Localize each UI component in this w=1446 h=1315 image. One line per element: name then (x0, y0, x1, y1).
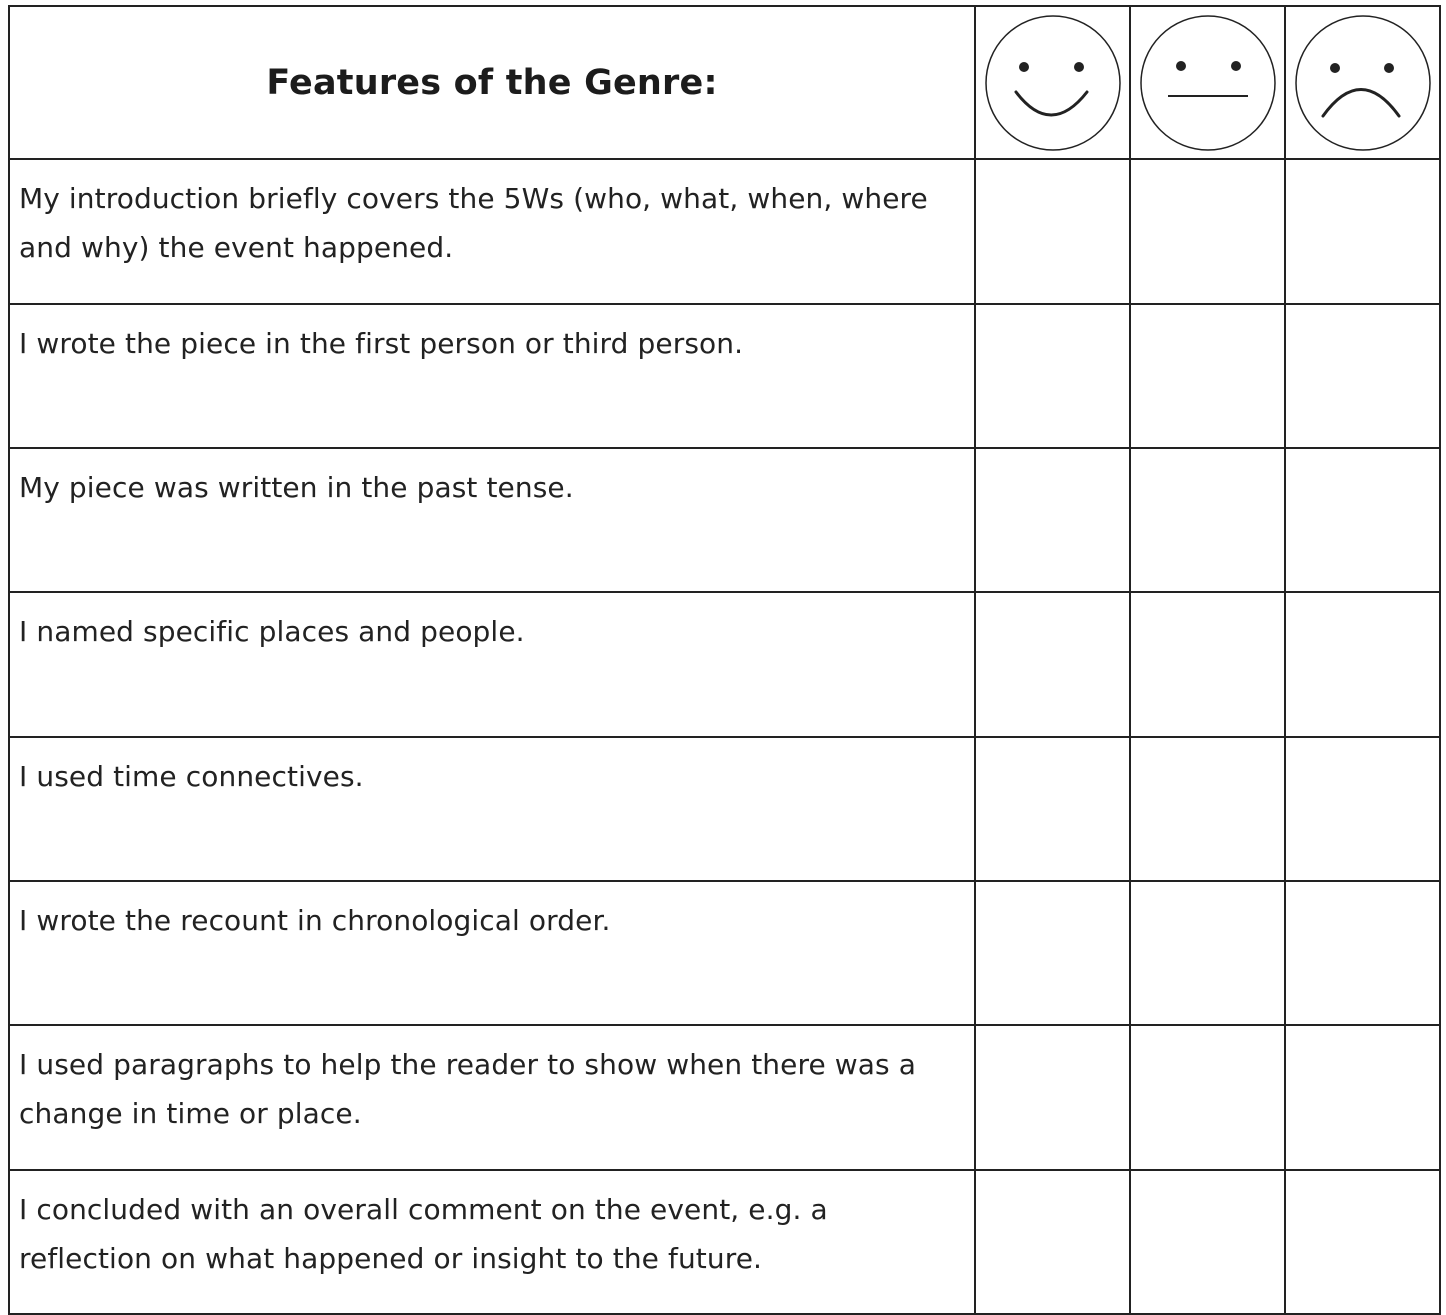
feature-text: I wrote the recount in chronological order. (19, 903, 611, 937)
table-row (9, 737, 1440, 881)
neutral-face-icon (1138, 13, 1278, 153)
neutral-rating-box[interactable] (1130, 881, 1285, 1025)
happy-rating-box[interactable] (975, 737, 1130, 881)
sad-face-icon (1293, 13, 1433, 153)
table-row (9, 1025, 1440, 1169)
sad-rating-box[interactable] (1285, 592, 1440, 736)
happy-rating-box[interactable] (975, 1025, 1130, 1169)
feature-cell (9, 881, 975, 1025)
feature-text: I used time connectives. (19, 759, 364, 793)
feature-cell (9, 448, 975, 592)
neutral-column-header (1130, 6, 1285, 159)
happy-rating-box[interactable] (975, 448, 1130, 592)
table-row (9, 592, 1440, 736)
feature-text: My introduction briefly covers the 5Ws (who, what, when, where and why) the event happened. (19, 182, 928, 265)
sad-rating-box[interactable] (1285, 448, 1440, 592)
feature-text: I concluded with an overall comment on the event, e.g. a reflection on what happened or insight to the future. (19, 1192, 828, 1275)
neutral-rating-box[interactable] (1130, 737, 1285, 881)
feature-text: My piece was written in the past tense. (19, 471, 574, 505)
feature-cell (9, 737, 975, 881)
sad-rating-box[interactable] (1285, 1170, 1440, 1314)
sad-rating-box[interactable] (1285, 881, 1440, 1025)
feature-cell (9, 1170, 975, 1314)
neutral-rating-box[interactable] (1130, 159, 1285, 303)
sad-rating-box[interactable] (1285, 159, 1440, 303)
neutral-rating-box[interactable] (1130, 592, 1285, 736)
header-row (9, 6, 1440, 159)
neutral-rating-box[interactable] (1130, 304, 1285, 448)
sad-column-header (1285, 6, 1440, 159)
feature-cell (9, 592, 975, 736)
sad-rating-box[interactable] (1285, 1025, 1440, 1169)
feature-text: I wrote the piece in the first person or third person. (19, 326, 744, 360)
self-assessment-table (8, 5, 1441, 1315)
feature-text: I used paragraphs to help the reader to show when there was a change in time or place. (19, 1048, 916, 1131)
table-row (9, 304, 1440, 448)
sad-rating-box[interactable] (1285, 737, 1440, 881)
happy-rating-box[interactable] (975, 1170, 1130, 1314)
smiley-face-icon (983, 13, 1123, 153)
table-row (9, 448, 1440, 592)
feature-text: I named specific places and people. (19, 615, 525, 649)
happy-rating-box[interactable] (975, 881, 1130, 1025)
feature-cell (9, 159, 975, 303)
happy-column-header (975, 6, 1130, 159)
happy-rating-box[interactable] (975, 304, 1130, 448)
neutral-rating-box[interactable] (1130, 448, 1285, 592)
table-title: Features of the Genre: (266, 62, 718, 103)
happy-rating-box[interactable] (975, 159, 1130, 303)
table-row (9, 881, 1440, 1025)
table-row (9, 1170, 1440, 1314)
feature-cell (9, 1025, 975, 1169)
title-cell (9, 6, 975, 159)
table-row (9, 159, 1440, 303)
neutral-rating-box[interactable] (1130, 1170, 1285, 1314)
happy-rating-box[interactable] (975, 592, 1130, 736)
feature-cell (9, 304, 975, 448)
neutral-rating-box[interactable] (1130, 1025, 1285, 1169)
sad-rating-box[interactable] (1285, 304, 1440, 448)
